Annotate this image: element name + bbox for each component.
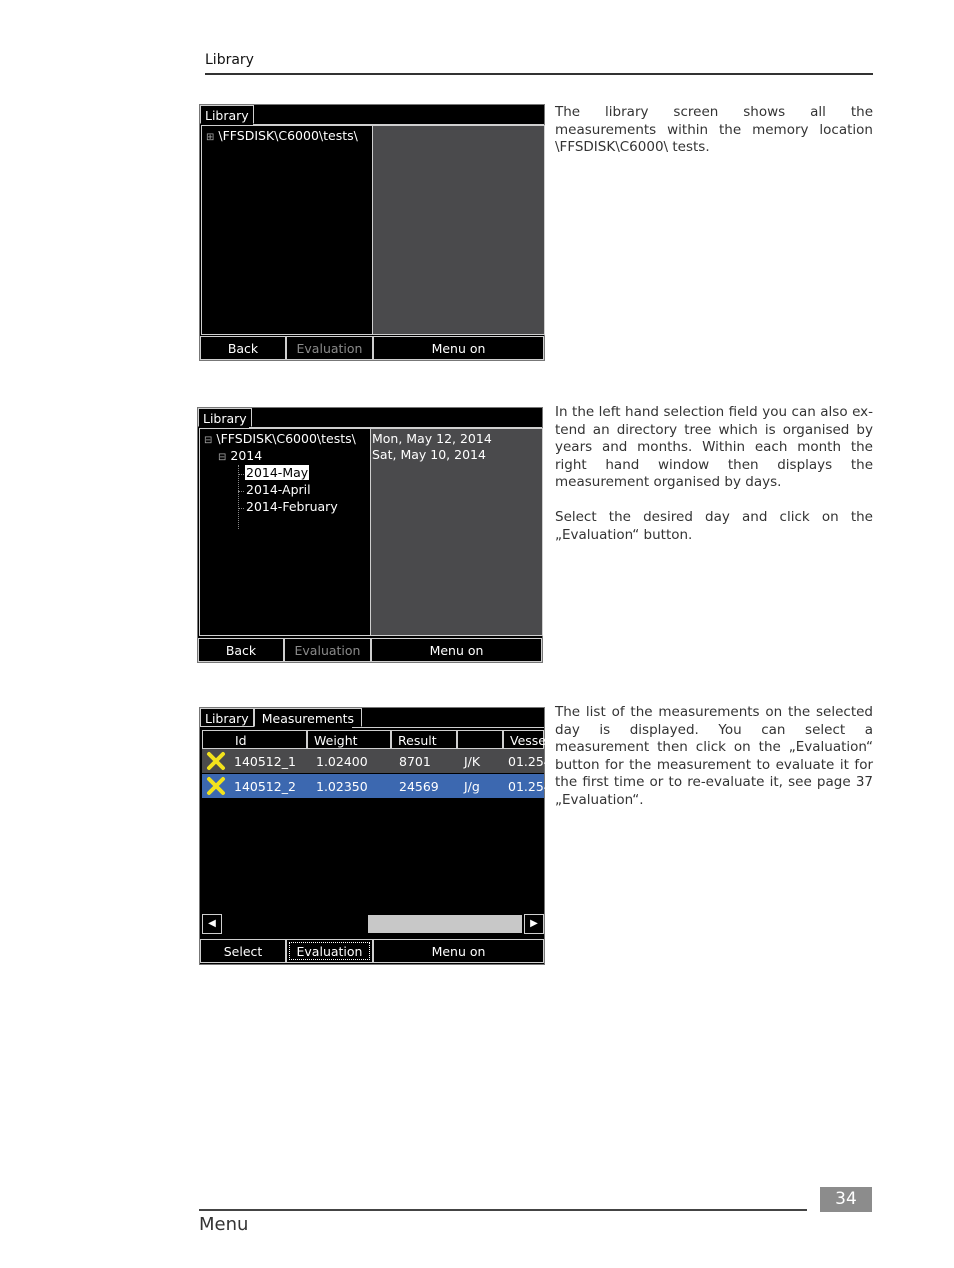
cell-vessel: 01.254 [508, 778, 552, 794]
scroll-right-icon[interactable]: ▶ [524, 914, 544, 934]
tree-node-root[interactable] [204, 431, 356, 446]
cell-result: 8701 [399, 753, 431, 769]
tree-node-label: \FFSDISK\C6000\tests\ [218, 128, 358, 143]
button-bar [198, 638, 542, 662]
measurements-screen [199, 707, 552, 965]
table-header [202, 730, 544, 749]
cell-id: 140512_1 [234, 753, 296, 769]
tree-node-label: 2014-April [246, 482, 311, 497]
select-button[interactable]: Select [200, 939, 286, 963]
tab-library[interactable]: Library [200, 105, 254, 124]
table-row[interactable] [202, 774, 552, 798]
tree-node-year[interactable] [218, 448, 262, 463]
tree-node-month[interactable] [246, 482, 311, 497]
header-rule [205, 73, 873, 75]
menu-on-button[interactable]: Menu on [371, 638, 542, 662]
column-header-id[interactable]: Id [202, 730, 307, 749]
library-screen-1 [199, 104, 545, 361]
tree-node-month[interactable] [246, 499, 338, 514]
footer-rule [199, 1209, 807, 1211]
description-1 [555, 104, 873, 174]
tree-node-label: 2014-May [246, 465, 309, 480]
collapse-icon[interactable]: ⊟ [218, 452, 227, 463]
tree-node-label: 2014 [230, 448, 263, 463]
tree-node-label: \FFSDISK\C6000\tests\ [216, 431, 356, 446]
directory-tree-pane[interactable] [201, 125, 373, 335]
page-number: 34 [820, 1187, 872, 1212]
evaluation-button[interactable]: Evaluation [284, 638, 371, 662]
button-bar [200, 939, 544, 963]
tab-underline [352, 727, 544, 728]
description-text: In the left hand selection field you can also extend an directory tree which is organised by years and months. Within each month the right hand window then displays the measurement organised by days. [555, 404, 873, 491]
cell-vessel: 01.254 [508, 753, 552, 769]
tab-library[interactable]: Library [198, 408, 252, 427]
cell-result: 24569 [399, 778, 439, 794]
back-button[interactable]: Back [198, 638, 284, 662]
cell-unit: J/g [464, 778, 480, 794]
column-header-unit[interactable] [457, 730, 503, 749]
menu-on-button[interactable]: Menu on [373, 939, 544, 963]
description-3 [555, 704, 873, 827]
description-text: The library screen shows all the measurements within the memory location \FFSDISK\C6000\ tests. [555, 104, 873, 156]
evaluation-button[interactable]: Evaluation [286, 336, 373, 360]
cell-unit: J/K [464, 753, 481, 769]
tab-measurements[interactable]: Measurements [254, 708, 362, 727]
column-header-vessel[interactable]: Vesse [503, 730, 544, 749]
tree-connector [238, 508, 244, 509]
days-pane[interactable] [372, 125, 545, 335]
footer-section-title: Menu [199, 1214, 249, 1235]
table-row[interactable] [202, 749, 552, 773]
button-bar [200, 336, 544, 360]
column-header-result[interactable]: Result [391, 730, 457, 749]
scrollbar-thumb[interactable] [368, 915, 522, 933]
column-header-weight[interactable]: Weight [307, 730, 391, 749]
tree-connector [238, 474, 244, 475]
day-item[interactable]: Sat, May 10, 2014 [372, 447, 486, 462]
status-x-icon [206, 776, 226, 796]
horizontal-scrollbar[interactable] [202, 914, 544, 934]
tree-node-label: 2014-February [246, 499, 338, 514]
days-pane[interactable] [370, 428, 543, 636]
library-screen-2 [197, 407, 543, 663]
tree-connector [238, 491, 244, 492]
cell-weight: 1.02400 [316, 753, 368, 769]
tab-library[interactable]: Library [200, 708, 254, 727]
day-item[interactable]: Mon, May 12, 2014 [372, 431, 492, 446]
evaluation-button[interactable]: Evaluation [286, 939, 373, 963]
scroll-left-icon[interactable]: ◀ [202, 914, 222, 934]
running-header: Library [205, 52, 254, 68]
tree-node-month[interactable] [245, 465, 309, 480]
collapse-icon[interactable]: ⊟ [204, 435, 213, 446]
status-x-icon [206, 751, 226, 771]
menu-on-button[interactable]: Menu on [373, 336, 544, 360]
cell-id: 140512_2 [234, 778, 296, 794]
description-text: Select the desired day and click on the „Evaluation“ button. [555, 508, 873, 543]
expand-icon[interactable]: ⊞ [206, 132, 215, 143]
directory-tree-pane[interactable] [199, 428, 371, 636]
description-text: The list of the measurements on the selected day is displayed. You can select a measurement then click on the „Evaluation“ button for the measurement to evaluate it for the first time or to re-evaluate it, see page 37 „Evaluation“. [555, 704, 873, 808]
back-button[interactable]: Back [200, 336, 286, 360]
description-2 [555, 404, 873, 561]
tree-node-root[interactable] [206, 128, 358, 143]
cell-weight: 1.02350 [316, 778, 368, 794]
